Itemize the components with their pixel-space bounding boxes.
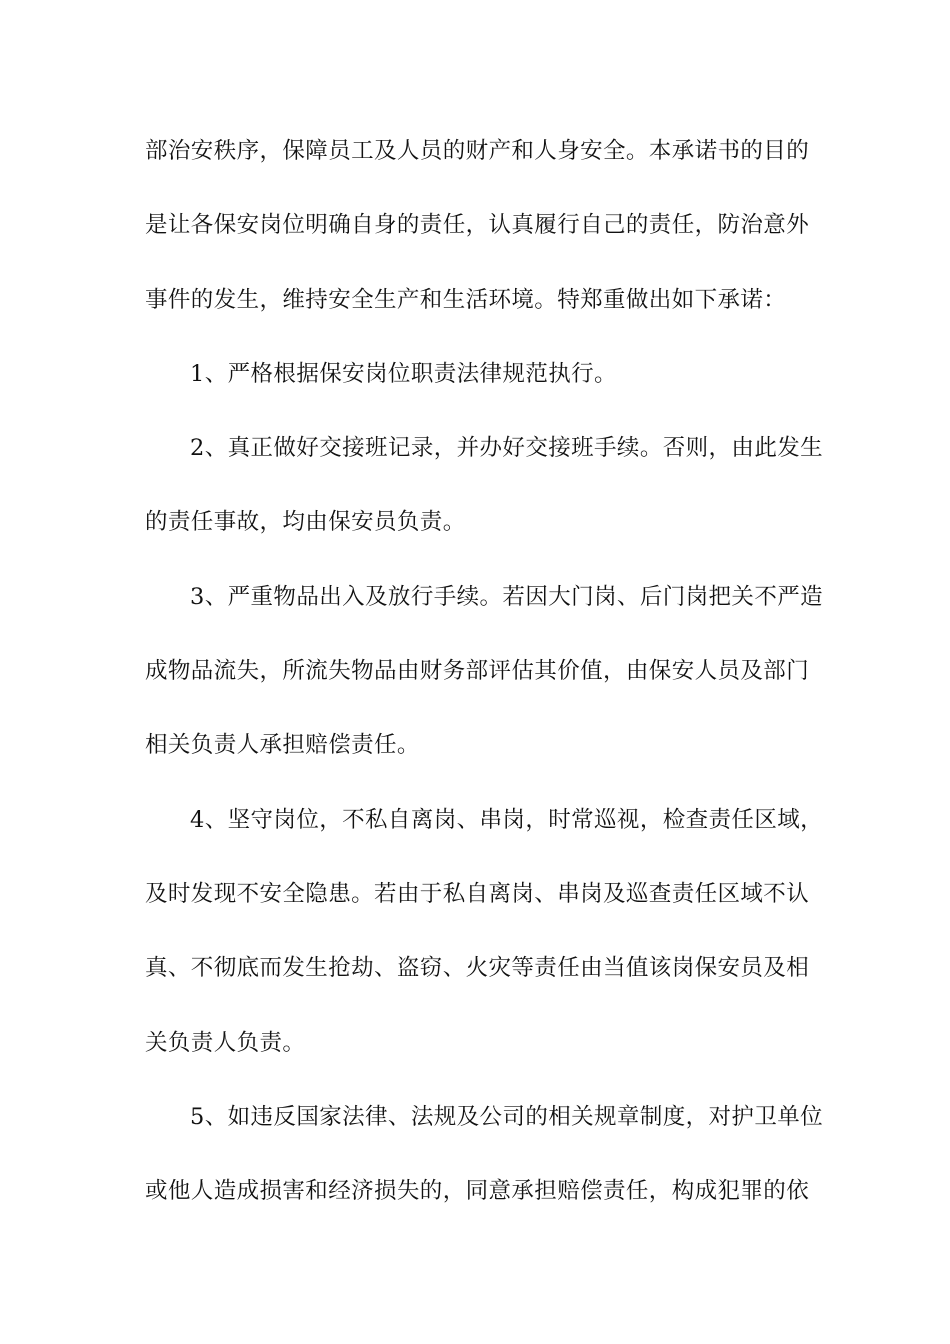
text-line: 是让各保安岗位明确自身的责任，认真履行自己的责任，防治意外 — [145, 212, 810, 239]
clause-3: 3、严重物品出入及放行手续。若因大门岗、后门岗把关不严造 — [190, 583, 824, 610]
text-line: 及时发现不安全隐患。若由于私自离岗、串岗及巡查责任区域不认 — [145, 880, 810, 907]
clause-1: 1、严格根据保安岗位职责法律规范执行。 — [190, 360, 617, 387]
text-line: 真、不彻底而发生抢劫、盗窃、火灾等责任由当值该岗保安员及相 — [145, 955, 810, 982]
body-text — [145, 128, 824, 1242]
text-line: 关负责人负责。 — [145, 1029, 306, 1056]
text-line: 相关负责人承担赔偿责任。 — [145, 732, 420, 759]
clause-5: 5、如违反国家法律、法规及公司的相关规章制度，对护卫单位 — [190, 1103, 824, 1130]
text-line: 成物品流失，所流失物品由财务部评估其价值，由保安人员及部门 — [145, 658, 810, 685]
text-line: 或他人造成损害和经济损失的，同意承担赔偿责任，构成犯罪的依 — [145, 1178, 810, 1205]
clause-4: 4、坚守岗位，不私自离岗、串岗，时常巡视，检查责任区域， — [190, 806, 824, 833]
text-line: 事件的发生，维持安全生产和生活环境。特郑重做出如下承诺： — [145, 286, 787, 313]
text-line: 部治安秩序，保障员工及人员的财产和人身安全。本承诺书的目的 — [145, 138, 810, 164]
clause-2: 2、真正做好交接班记录，并办好交接班手续。否则，由此发生 — [190, 435, 824, 462]
text-line: 的责任事故，均由保安员负责。 — [145, 509, 466, 536]
